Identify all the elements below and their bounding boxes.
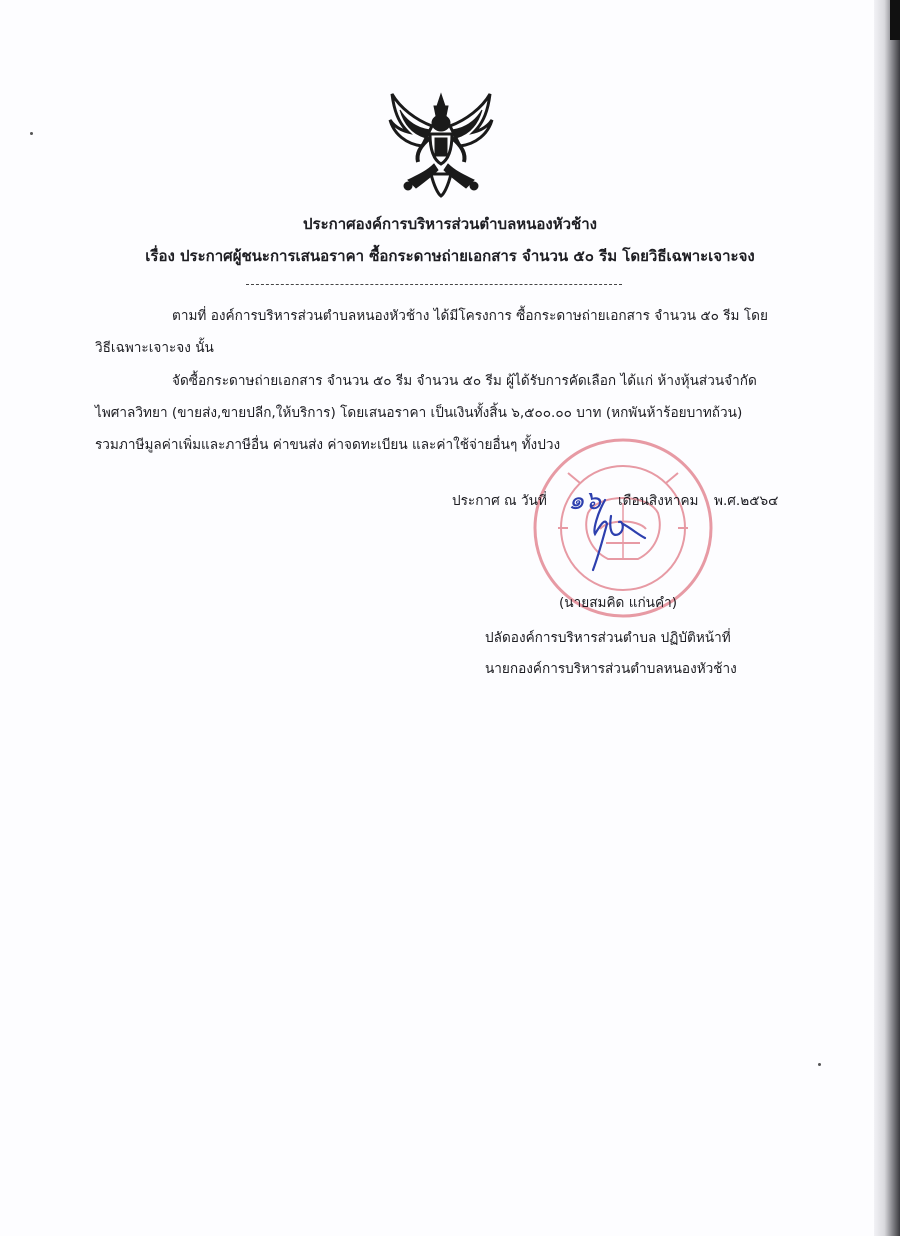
signatory-position-1: ปลัดองค์การบริหารส่วนตำบล ปฏิบัติหน้าที่ — [485, 630, 731, 646]
announce-month: เดือนสิงหาคม — [618, 493, 699, 509]
paragraph-2-line-1: จัดซื้อกระดาษถ่ายเอกสาร จำนวน ๕๐ รีม จำนวน ๕๐ รีม ผู้ได้รับการคัดเลือก ได้แก่ ห้างหุ้นส่วนจำกัด — [172, 373, 757, 389]
signatory-name: (นายสมคิด แก่นคำ) — [559, 595, 678, 611]
announce-year: พ.ศ.๒๕๖๔ — [714, 493, 779, 509]
announcement-title: ประกาศองค์การบริหารส่วนตำบลหนองหัวช้าง — [303, 215, 597, 233]
scan-edge-shadow — [874, 0, 900, 1236]
scan-speck — [818, 1063, 821, 1066]
paragraph-1-line-1: ตามที่ องค์การบริหารส่วนตำบลหนองหัวช้าง ได้มีโครงการ ซื้อกระดาษถ่ายเอกสาร จำนวน ๕๐ รีม โดย — [172, 308, 768, 324]
paragraph-2-line-2: ไพศาลวิทยา (ขายส่ง,ขายปลีก,ให้บริการ) โดยเสนอราคา เป็นเงินทั้งสิ้น ๖,๕๐๐.๐๐ บาท (หกพันห้าร้อยบาทถ้วน) — [95, 405, 743, 421]
dashed-divider — [246, 284, 622, 285]
announcement-subject: เรื่อง ประกาศผู้ชนะการเสนอราคา ซื้อกระดาษถ่ายเอกสาร จำนวน ๕๐ รีม โดยวิธีเฉพาะเจาะจง — [145, 247, 755, 265]
paragraph-1-line-2: วิธีเฉพาะเจาะจง นั้น — [95, 340, 214, 356]
paragraph-2-line-3: รวมภาษีมูลค่าเพิ่มและภาษีอื่น ค่าขนส่ง ค่าจดทะเบียน และค่าใช้จ่ายอื่นๆ ทั้งปวง — [95, 437, 561, 453]
signatory-position-2: นายกองค์การบริหารส่วนตำบลหนองหัวช้าง — [485, 661, 737, 677]
garuda-emblem-icon — [386, 90, 496, 198]
scan-speck — [30, 132, 33, 135]
announce-date-prefix: ประกาศ ณ วันที่ — [452, 493, 547, 509]
announce-day-handwritten: ๑๖ — [568, 486, 602, 516]
